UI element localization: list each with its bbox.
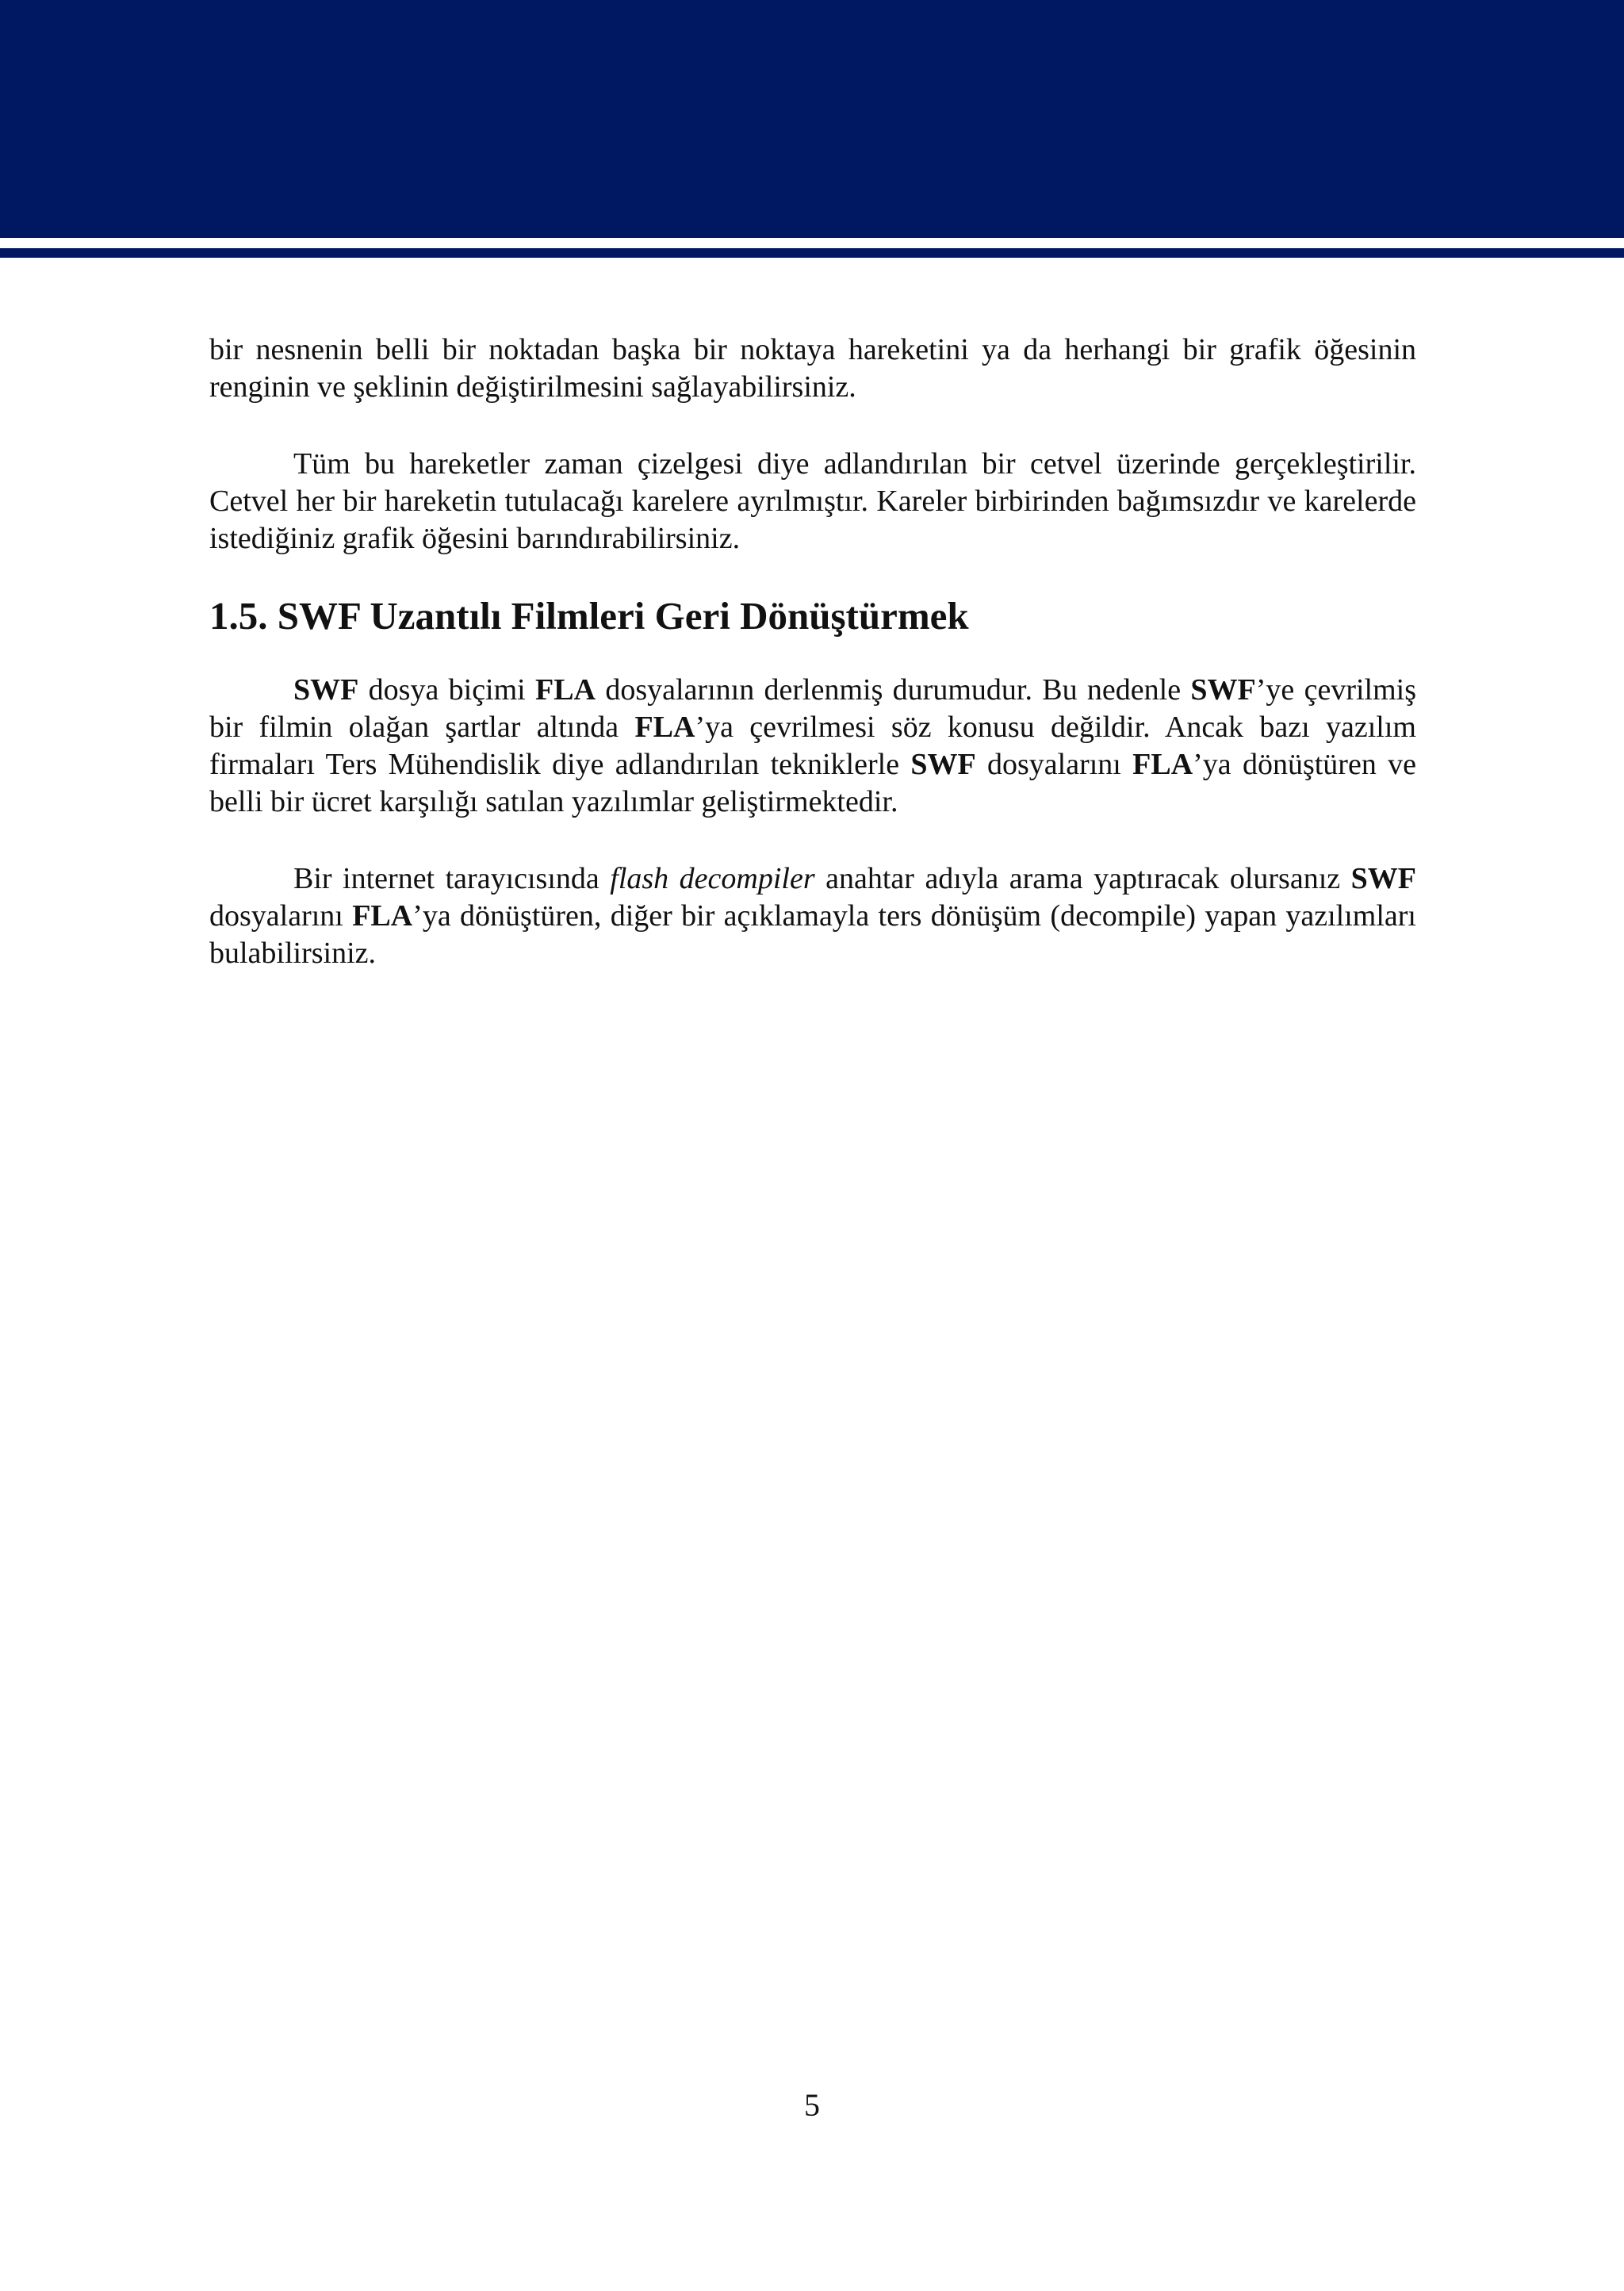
header-band xyxy=(0,0,1624,238)
term-swf: SWF xyxy=(1190,673,1256,707)
paragraph-intro: bir nesnenin belli bir noktadan başka bir noktaya hareketini ya da herhangi bir grafik öğesinin renginin ve şeklinin değiştirilmesini sağlayabilirsiniz. xyxy=(209,333,1416,404)
paragraph-text: anahtar adıyla arama yaptıracak olursanız xyxy=(814,862,1351,895)
term-fla: FLA xyxy=(352,899,413,933)
paragraph-text: ’ya dönüştüren ve belli bir ücret karşılığı satılan yazılımlar geliştirmektedir. xyxy=(209,748,1416,818)
paragraph-text: ’ya çevrilmesi söz konusu değildir. Ancak bazı yazılım firmaları Ters Mühendislik diye adlandırılan tekniklerle xyxy=(209,711,1416,781)
term-swf: SWF xyxy=(910,748,976,781)
paragraph-text: Bir internet tarayıcısında xyxy=(293,862,611,895)
paragraph-text: ’ya dönüştüren, diğer bir açıklamayla ters dönüşüm (decompile) yapan yazılımları bulabilirsiniz. xyxy=(209,899,1416,970)
search-term: flash decompiler xyxy=(610,862,815,895)
term-fla: FLA xyxy=(535,673,596,707)
paragraph-decompiler xyxy=(209,860,1416,972)
paragraph-swf-format xyxy=(209,672,1416,821)
paragraph-timeline: Tüm bu hareketler zaman çizelgesi diye adlandırılan bir cetvel üzerinde gerçekleştirilir. Cetvel her bir hareketin tutulacağı karelere ayrılmıştır. Kareler birbirinden bağımsızdır ve karelerde istediğiniz grafik öğesini barındırabilirsiniz. xyxy=(209,447,1416,555)
paragraph-text: dosyalarını xyxy=(209,899,353,933)
paragraph-text: ’ye çevrilmiş bir filmin olağan şartlar altında xyxy=(209,673,1416,744)
term-swf: SWF xyxy=(1350,862,1416,895)
term-fla: FLA xyxy=(1132,748,1193,781)
page-body xyxy=(209,331,1416,972)
paragraph-text: dosyalarının derlenmiş durumudur. Bu nedenle xyxy=(596,673,1191,707)
term-swf: SWF xyxy=(293,673,359,707)
section-heading: 1.5. SWF Uzantılı Filmleri Geri Dönüştürmek xyxy=(209,594,969,638)
paragraph-text: dosyalarını xyxy=(975,748,1133,781)
header-stripe xyxy=(0,248,1624,258)
page-number: 5 xyxy=(804,2087,820,2123)
term-fla: FLA xyxy=(634,711,695,744)
paragraph-text: dosya biçimi xyxy=(358,673,536,707)
